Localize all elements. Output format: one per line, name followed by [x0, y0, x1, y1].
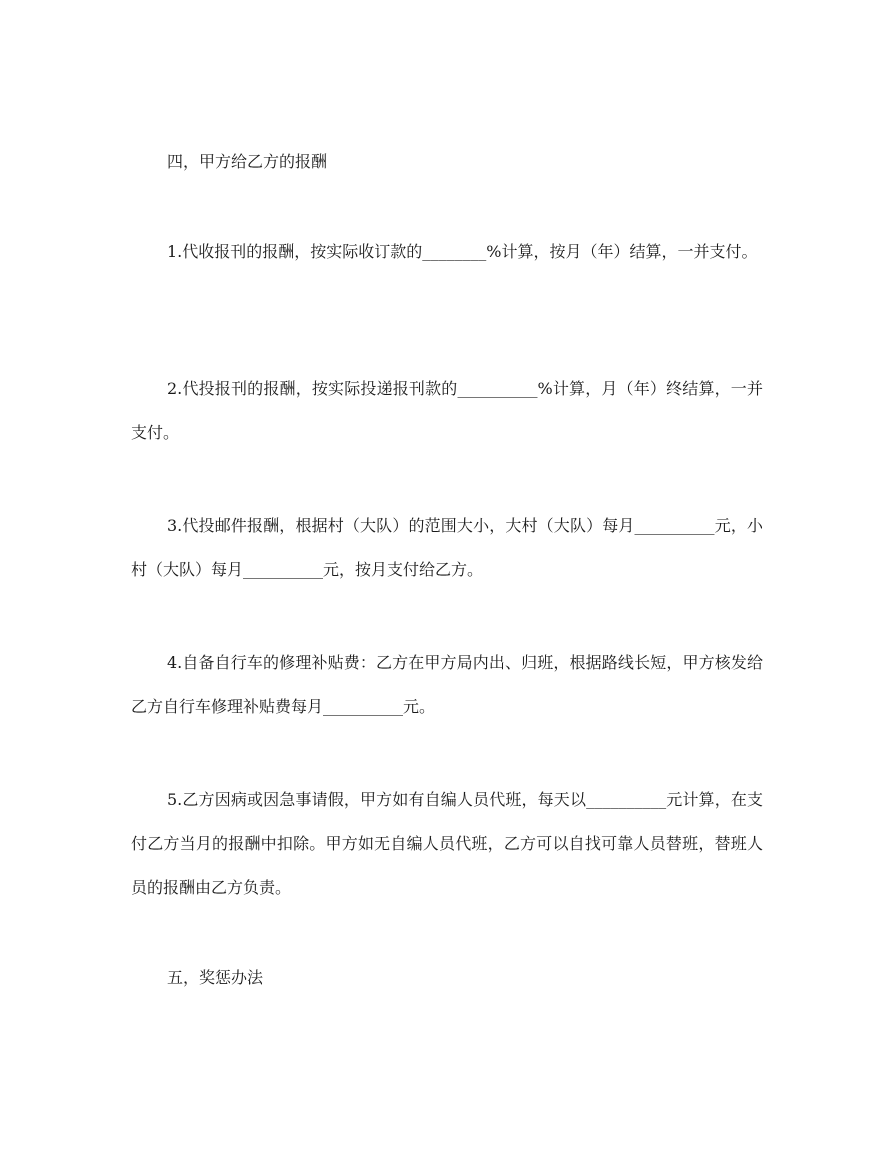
clause-2-delivery-remuneration: 2.代投报刊的报酬，按实际投递报刊款的__________%计算，月（年）终结算，一并支付。: [131, 379, 763, 442]
clause-3-mail-delivery-remuneration: 3.代投邮件报酬，根据村（大队）的范围大小，大村（大队）每月__________元，小村（大队）每月__________元，按月支付给乙方。: [131, 516, 763, 579]
clause-5-leave-substitution: 5.乙方因病或因急事请假，甲方如有自编人员代班，每天以__________元计算，在支付乙方当月的报酬中扣除。甲方如无自编人员代班，乙方可以自找可靠人员替班，替班人员的报酬由乙方负责。: [131, 790, 763, 897]
clause-1-subscription-remuneration: 1.代收报刊的报酬，按实际收订款的________%计算，按月（年）结算，一并支付。: [167, 242, 758, 261]
clause-4-bicycle-repair-subsidy: 4.自备自行车的修理补贴费：乙方在甲方局内出、归班，根据路线长短，甲方核发给乙方自行车修理补贴费每月__________元。: [131, 653, 763, 716]
section-heading-remuneration: 四，甲方给乙方的报酬: [167, 152, 328, 171]
section-heading-rewards-penalties: 五，奖惩办法: [167, 968, 264, 987]
